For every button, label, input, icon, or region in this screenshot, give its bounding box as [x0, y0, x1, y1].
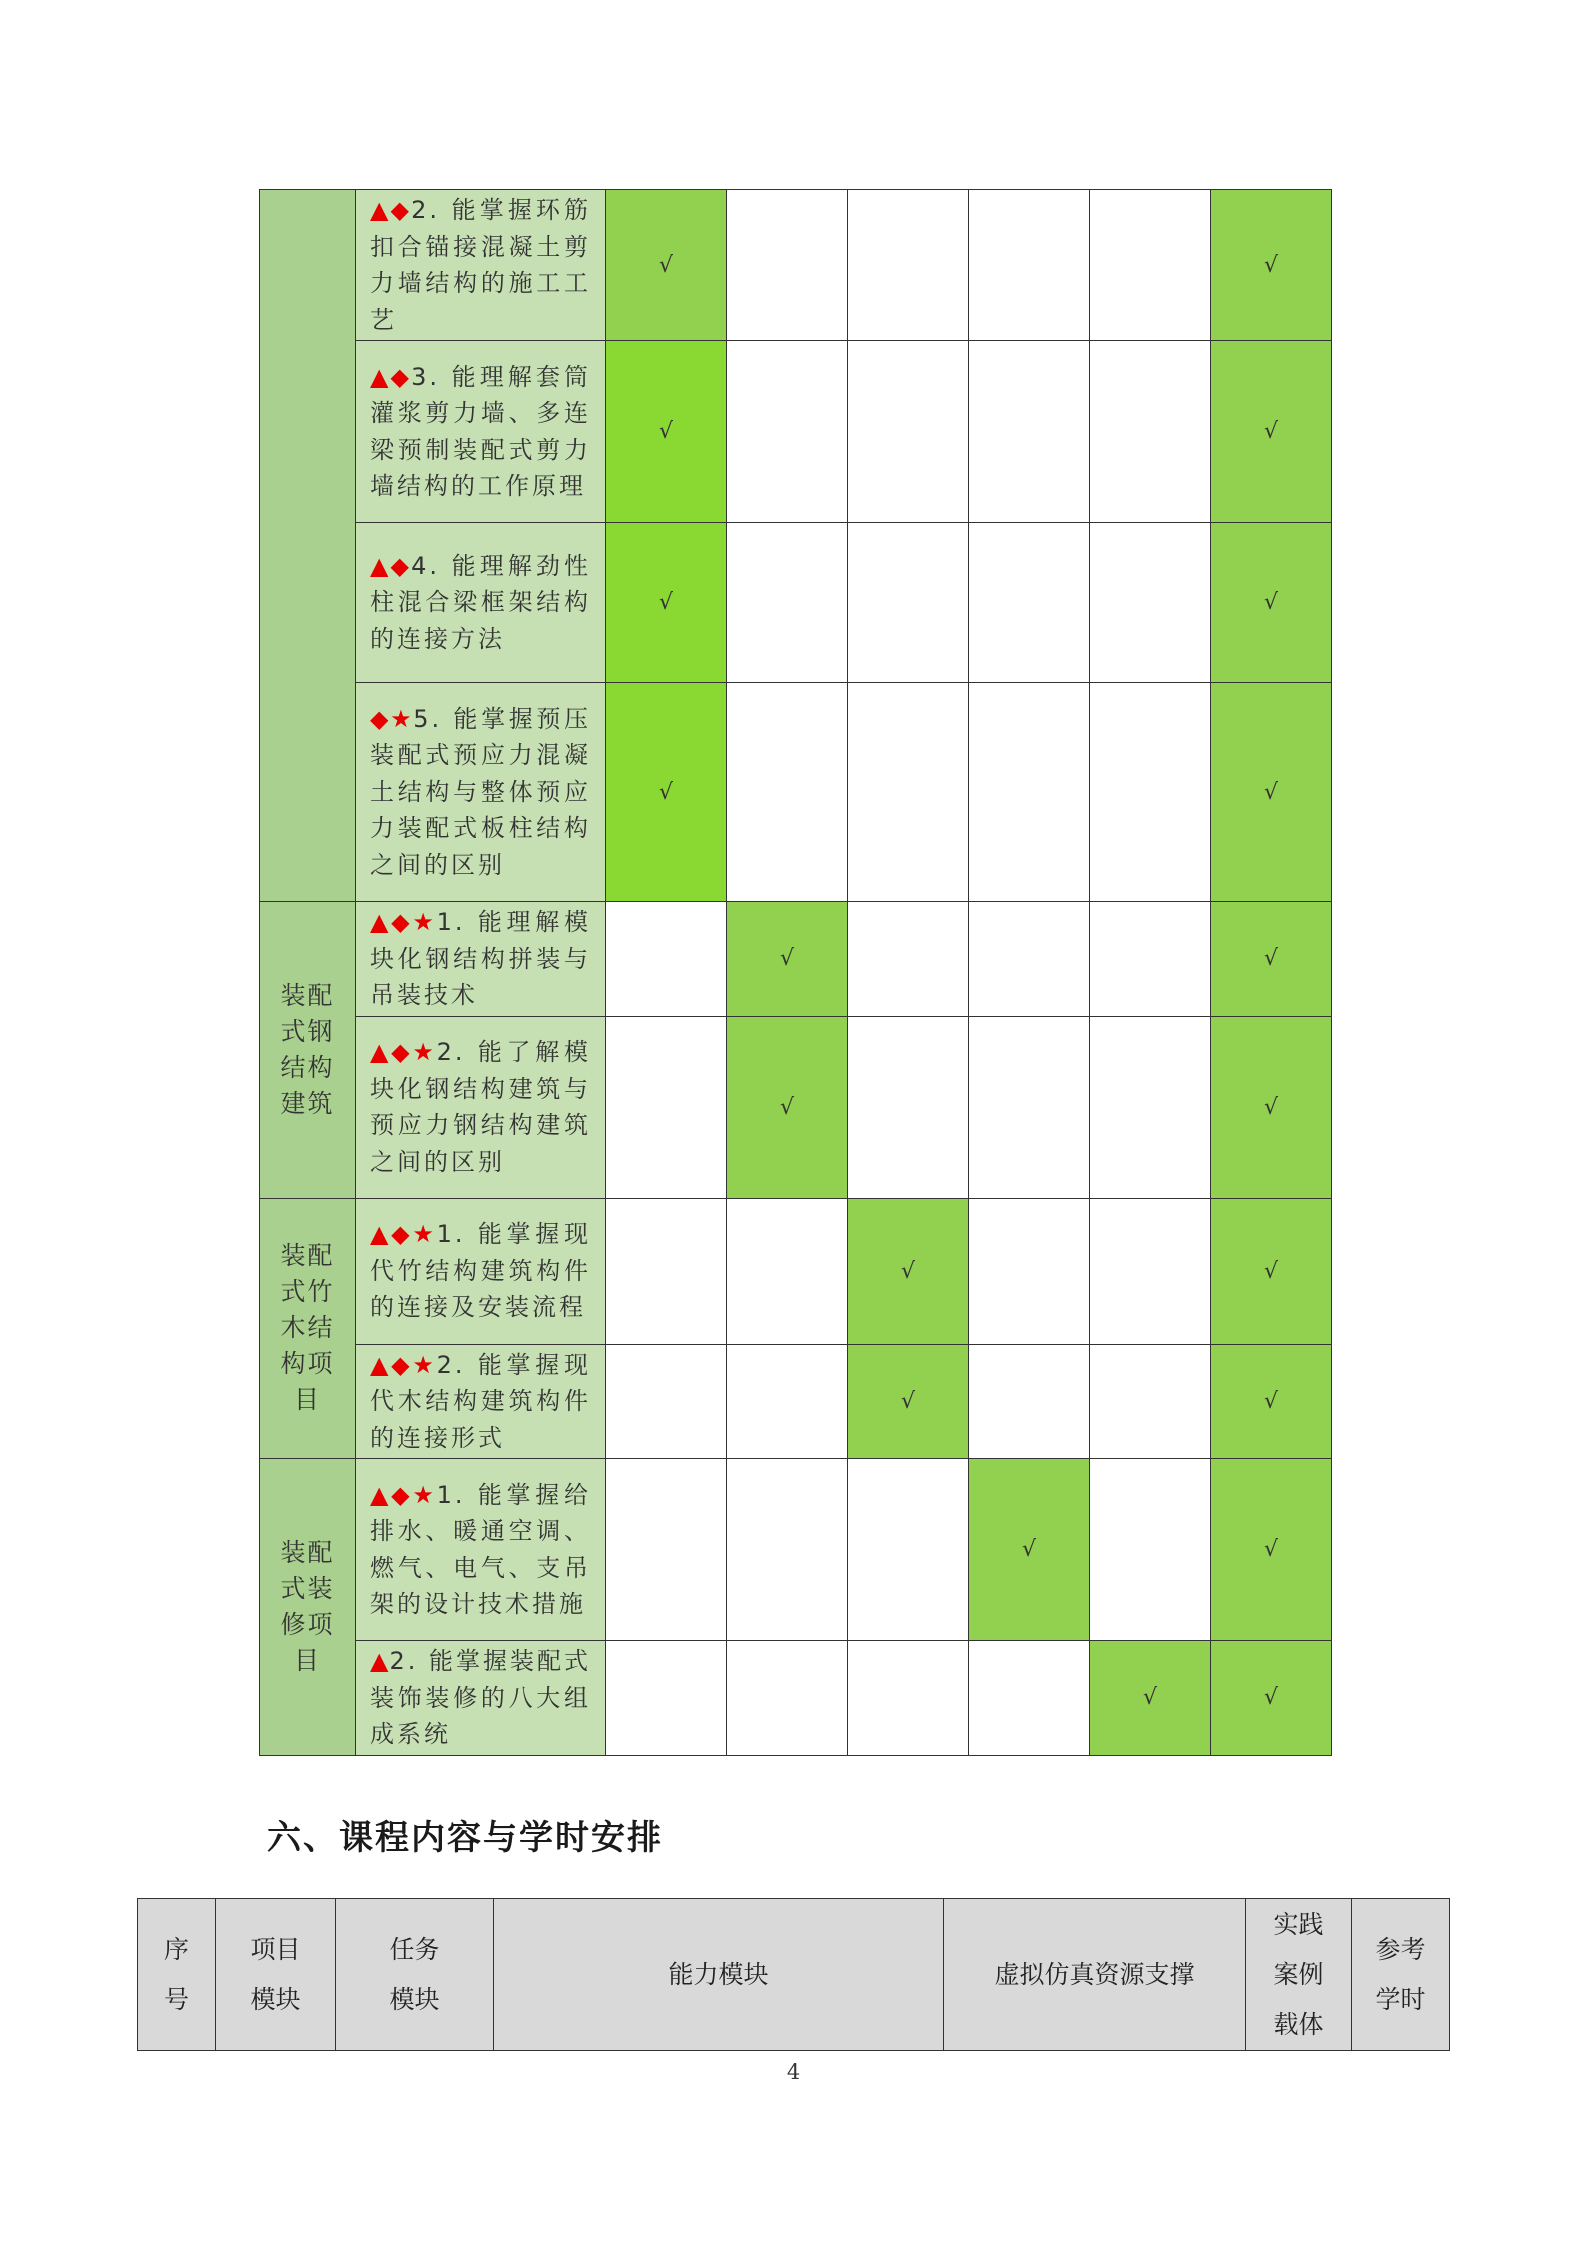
check-mark: √: [1263, 779, 1279, 805]
goal-symbols: ▲◆★: [370, 1220, 437, 1249]
goal-symbols: ▲: [370, 1647, 390, 1675]
section-heading: 六、课程内容与学时安排: [267, 1818, 663, 1858]
col-header-label: 实践案例载体: [1273, 1909, 1324, 2039]
empty-cell: [848, 1459, 969, 1641]
empty-cell: [969, 190, 1090, 341]
matrix-row: [260, 1344, 1332, 1459]
goal-text: 2. 能掌握装配式装饰装修的八大组成系统: [370, 1647, 591, 1748]
goal-cell: [356, 1344, 606, 1459]
empty-cell: [1090, 190, 1211, 341]
check-mark: √: [1263, 419, 1279, 444]
empty-cell: [848, 523, 969, 683]
check-cell: [727, 902, 848, 1017]
check-cell: [848, 1198, 969, 1344]
check-cell: [1211, 1344, 1332, 1459]
empty-cell: [969, 1641, 1090, 1756]
empty-cell: [969, 902, 1090, 1017]
check-mark: √: [658, 419, 674, 444]
check-mark: √: [658, 590, 674, 615]
goal-cell: [356, 523, 606, 683]
check-cell: [1211, 523, 1332, 683]
goal-text: 4. 能理解劲性柱混合梁框架结构的连接方法: [370, 551, 591, 653]
goal-cell: [356, 1198, 606, 1344]
matrix-row: [260, 190, 1332, 341]
check-cell: [1211, 341, 1332, 523]
check-mark: √: [779, 1094, 795, 1120]
check-cell: [1211, 902, 1332, 1017]
check-mark: √: [1263, 1685, 1279, 1711]
check-mark: √: [658, 779, 674, 805]
matrix-row: [260, 902, 1332, 1017]
col-header-project-module: [216, 1899, 336, 2051]
goal-symbols: ◆★: [370, 704, 414, 733]
check-cell: [606, 683, 727, 902]
empty-cell: [848, 902, 969, 1017]
module-label: 装配式钢结构建筑: [280, 980, 335, 1118]
check-cell: [1090, 1641, 1211, 1756]
competency-matrix-table: [259, 189, 1332, 1756]
module-cell: [260, 190, 356, 902]
goal-symbols: ▲◆: [370, 551, 412, 580]
col-header-label: 虚拟仿真资源支撑: [994, 1959, 1195, 1989]
col-header-label: 参考学时: [1375, 1934, 1426, 2014]
col-header-label: 任务模块: [389, 1934, 440, 2014]
goal-text: 2. 能了解模块化钢结构建筑与预应力钢结构建筑之间的区别: [370, 1038, 591, 1176]
matrix-row: [260, 1641, 1332, 1756]
empty-cell: [606, 1641, 727, 1756]
matrix-row: [260, 523, 1332, 683]
col-header-label: 序号: [163, 1934, 189, 2014]
empty-cell: [727, 1641, 848, 1756]
goal-cell: [356, 1641, 606, 1756]
check-mark: √: [658, 252, 674, 278]
goal-cell: [356, 1459, 606, 1641]
matrix-row: [260, 683, 1332, 902]
empty-cell: [969, 1016, 1090, 1198]
check-mark: √: [900, 1388, 916, 1414]
check-mark: √: [1263, 1537, 1279, 1562]
empty-cell: [969, 341, 1090, 523]
check-mark: √: [1263, 252, 1279, 278]
empty-cell: [727, 1198, 848, 1344]
col-header-practice-case: [1246, 1899, 1352, 2051]
matrix-row: [260, 1198, 1332, 1344]
matrix-row: [260, 1016, 1332, 1198]
goal-text: 5. 能掌握预压装配式预应力混凝土结构与整体预应力装配式板柱结构之间的区别: [370, 704, 591, 879]
check-cell: [727, 1016, 848, 1198]
col-header-virtual-resources: [944, 1899, 1246, 2051]
goal-text: 1. 能掌握给排水、暖通空调、燃气、电气、支吊架的设计技术措施: [370, 1480, 591, 1618]
goal-symbols: ▲◆★: [370, 908, 437, 936]
empty-cell: [1090, 1344, 1211, 1459]
col-header-label: 项目模块: [250, 1934, 301, 2014]
goal-text: 2. 能掌握环筋扣合锚接混凝土剪力墙结构的施工工艺: [370, 196, 591, 334]
check-cell: [1211, 683, 1332, 902]
goal-cell: [356, 341, 606, 523]
check-cell: [1211, 190, 1332, 341]
module-cell: [260, 902, 356, 1199]
empty-cell: [606, 1198, 727, 1344]
goal-text: 2. 能掌握现代木结构建筑构件的连接形式: [370, 1350, 591, 1452]
col-header-index: [138, 1899, 216, 2051]
page-number: 4: [786, 2060, 801, 2084]
col-header-reference-hours: [1352, 1899, 1450, 2051]
check-mark: √: [1263, 590, 1279, 615]
empty-cell: [848, 190, 969, 341]
empty-cell: [727, 1344, 848, 1459]
empty-cell: [969, 683, 1090, 902]
empty-cell: [727, 683, 848, 902]
empty-cell: [727, 1459, 848, 1641]
empty-cell: [606, 1344, 727, 1459]
goal-text: 1. 能掌握现代竹结构建筑构件的连接及安装流程: [370, 1220, 591, 1322]
goal-cell: [356, 190, 606, 341]
empty-cell: [1090, 1016, 1211, 1198]
module-cell: [260, 1459, 356, 1756]
course-header-row: [138, 1899, 1450, 2051]
empty-cell: [969, 1198, 1090, 1344]
check-mark: √: [779, 946, 795, 972]
check-cell: [1211, 1198, 1332, 1344]
goal-symbols: ▲◆★: [370, 1480, 437, 1509]
goal-symbols: ▲◆★: [370, 1038, 437, 1066]
empty-cell: [727, 523, 848, 683]
col-header-ability-module: [494, 1899, 944, 2051]
matrix-row: [260, 1459, 1332, 1641]
col-header-task-module: [336, 1899, 494, 2051]
empty-cell: [969, 1344, 1090, 1459]
empty-cell: [727, 190, 848, 341]
empty-cell: [727, 341, 848, 523]
goal-symbols: ▲◆: [370, 196, 412, 224]
col-header-label: 能力模块: [668, 1959, 769, 1989]
goal-cell: [356, 1016, 606, 1198]
empty-cell: [606, 902, 727, 1017]
empty-cell: [1090, 523, 1211, 683]
check-cell: [1211, 1016, 1332, 1198]
goal-text: 3. 能理解套筒灌浆剪力墙、多连梁预制装配式剪力墙结构的工作原理: [370, 362, 591, 500]
check-mark: √: [1021, 1537, 1037, 1562]
empty-cell: [848, 1016, 969, 1198]
goal-symbols: ▲◆: [370, 362, 412, 391]
check-cell: [606, 523, 727, 683]
goal-cell: [356, 683, 606, 902]
check-mark: √: [1263, 1258, 1279, 1284]
check-cell: [1211, 1641, 1332, 1756]
check-mark: √: [1142, 1685, 1158, 1711]
goal-text: 1. 能理解模块化钢结构拼装与吊装技术: [370, 908, 591, 1009]
module-label: 装配式竹木结构项目: [280, 1241, 335, 1415]
empty-cell: [969, 523, 1090, 683]
module-cell: [260, 1198, 356, 1459]
empty-cell: [1090, 1459, 1211, 1641]
empty-cell: [848, 341, 969, 523]
check-mark: √: [900, 1258, 916, 1284]
check-cell: [606, 190, 727, 341]
check-cell: [848, 1344, 969, 1459]
empty-cell: [1090, 341, 1211, 523]
goal-symbols: ▲◆★: [370, 1350, 437, 1379]
check-cell: [969, 1459, 1090, 1641]
module-label: 装配式装修项目: [280, 1537, 335, 1675]
check-mark: √: [1263, 1388, 1279, 1414]
check-cell: [606, 341, 727, 523]
matrix-row: [260, 341, 1332, 523]
empty-cell: [1090, 1198, 1211, 1344]
course-schedule-table: [137, 1898, 1450, 2051]
empty-cell: [848, 1641, 969, 1756]
check-mark: √: [1263, 946, 1279, 972]
goal-cell: [356, 902, 606, 1017]
empty-cell: [1090, 902, 1211, 1017]
empty-cell: [848, 683, 969, 902]
check-mark: √: [1263, 1094, 1279, 1120]
empty-cell: [606, 1016, 727, 1198]
empty-cell: [606, 1459, 727, 1641]
check-cell: [1211, 1459, 1332, 1641]
empty-cell: [1090, 683, 1211, 902]
